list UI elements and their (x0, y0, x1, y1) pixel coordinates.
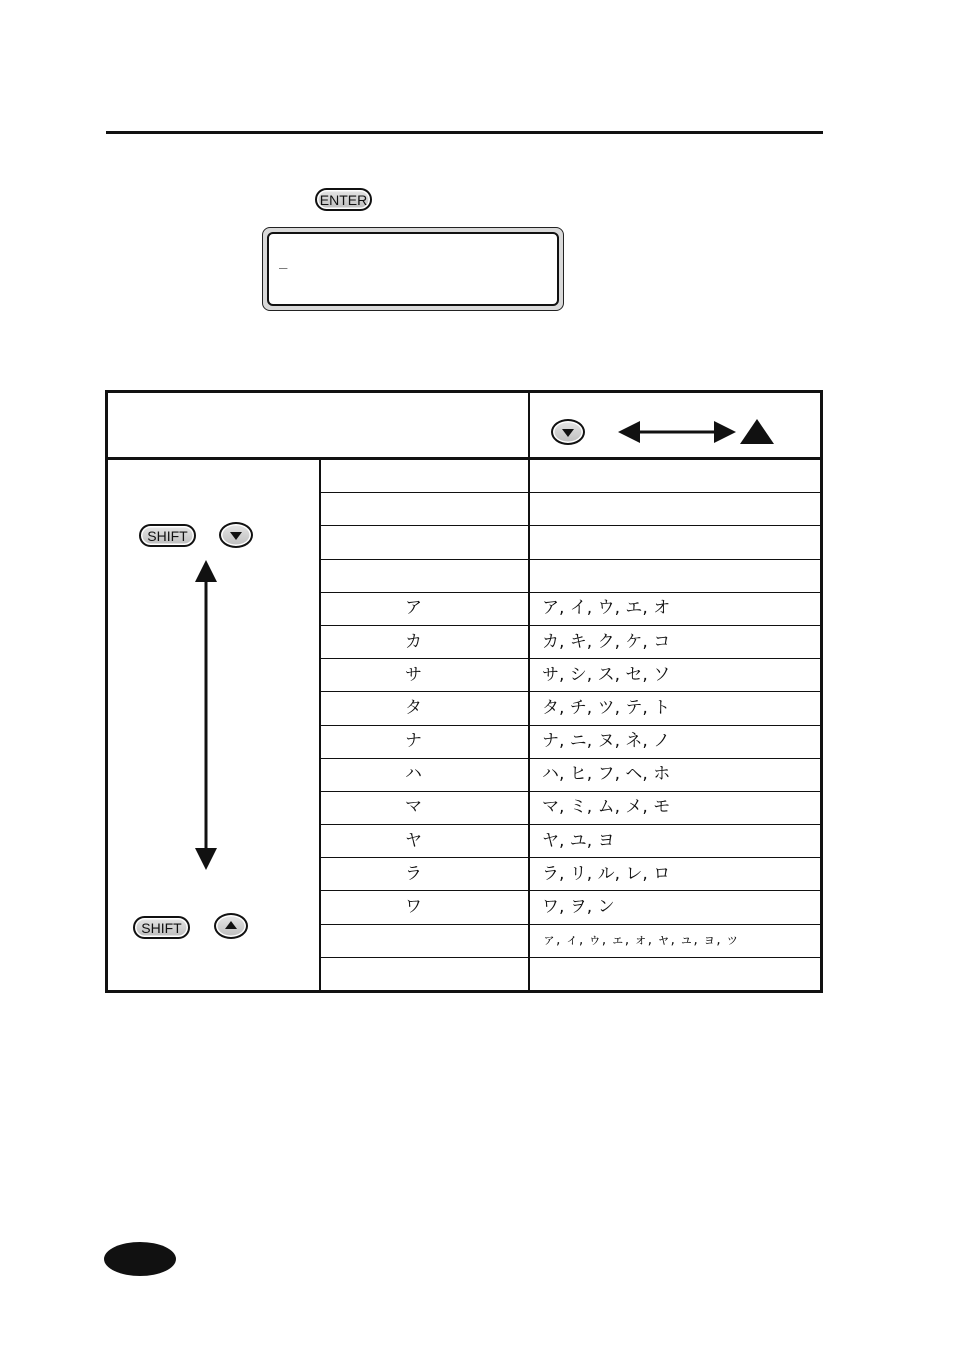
table-row-divider (320, 559, 821, 560)
lcd-screen (267, 232, 559, 306)
kana-group-cell: ハ (405, 764, 422, 784)
table-row-divider (320, 791, 821, 792)
page-number-badge (104, 1242, 176, 1276)
shift-key-label: SHIFT (141, 919, 182, 936)
kana-chars-cell: ナ, ニ, ヌ, ネ, ノ (542, 731, 671, 751)
table-row-divider (320, 592, 821, 593)
down-key-left[interactable] (219, 522, 253, 548)
kana-chars-cell: ラ, リ, ル, レ, ロ (542, 864, 671, 884)
kana-chars-cell: タ, チ, ツ, テ, ト (542, 698, 671, 718)
table-header-divider (106, 457, 822, 460)
shift-key-top[interactable] (139, 524, 196, 547)
table-row-divider (320, 658, 821, 659)
table-row-divider (320, 957, 821, 958)
kana-chars-cell: サ, シ, ス, セ, ソ (542, 665, 671, 685)
shift-key-bottom[interactable] (133, 916, 190, 939)
table-row-divider (320, 725, 821, 726)
kana-chars-cell: ワ, ヲ, ン (542, 897, 615, 917)
kana-chars-cell: マ, ミ, ム, メ, モ (542, 797, 671, 817)
kana-group-cell: ワ (405, 897, 422, 917)
kana-group-cell: ナ (405, 731, 422, 751)
table-row-divider (320, 824, 821, 825)
kana-group-cell: マ (405, 797, 422, 817)
up-key-left[interactable] (214, 913, 248, 939)
top-rule (106, 131, 823, 134)
up-triangle-icon (225, 921, 237, 929)
table-row-divider (320, 758, 821, 759)
kana-group-cell: サ (405, 665, 422, 685)
enter-key[interactable] (315, 188, 372, 211)
kana-chars-cell: ヤ, ユ, ヨ (542, 831, 615, 851)
table-row-divider (320, 890, 821, 891)
table-row-divider (320, 525, 821, 526)
kana-chars-cell: ハ, ヒ, フ, ヘ, ホ (542, 764, 671, 784)
kana-group-cell: タ (405, 698, 422, 718)
kana-group-cell: カ (405, 632, 422, 652)
double-arrow-icon (618, 419, 736, 445)
table-row-divider (320, 924, 821, 925)
down-triangle-icon (230, 532, 242, 540)
enter-key-label: ENTER (319, 191, 368, 208)
down-triangle-icon (562, 429, 574, 437)
kana-chars-cell: カ, キ, ク, ケ, コ (542, 632, 671, 652)
table-row-divider (320, 492, 821, 493)
up-triangle-icon (740, 419, 774, 444)
lcd-cursor: _ (279, 253, 288, 269)
kana-group-cell: ヤ (405, 831, 422, 851)
table-row-divider (320, 625, 821, 626)
vertical-double-arrow-icon (194, 560, 218, 870)
kana-group-cell: ラ (405, 864, 422, 884)
shift-key-label: SHIFT (147, 527, 188, 544)
kana-chars-cell: ア, イ, ウ, エ, オ (542, 598, 671, 618)
kana-group-cell: ア (405, 598, 422, 618)
table-row-divider (320, 691, 821, 692)
table-row-divider (320, 857, 821, 858)
kana-chars-cell: ァ, ィ, ゥ, ェ, ォ, ャ, ュ, ョ, ッ (542, 932, 740, 948)
lcd-display (262, 227, 564, 311)
down-arrow-key[interactable] (551, 419, 585, 445)
